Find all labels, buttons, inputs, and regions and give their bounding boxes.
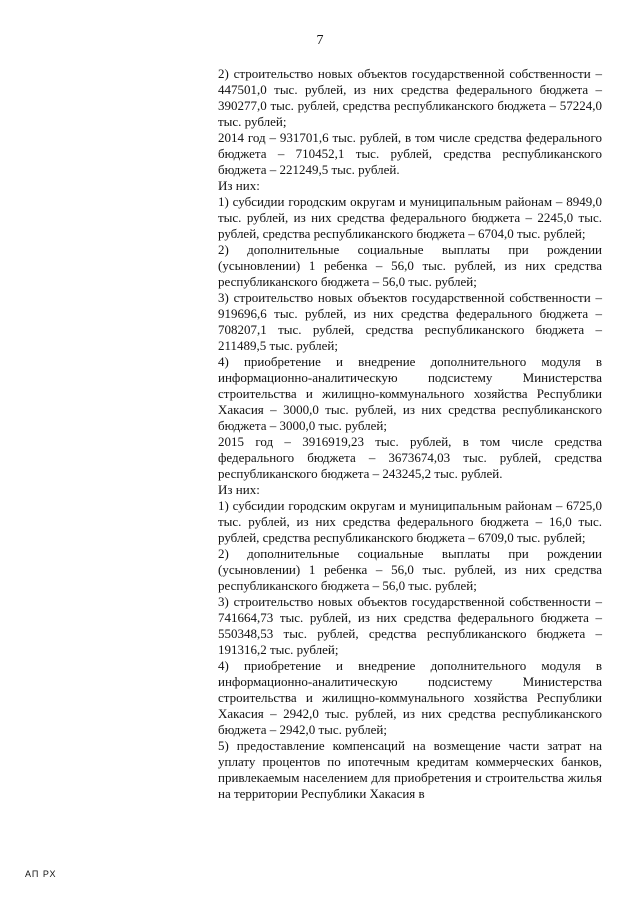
paragraph-year-2014: 2014 год – 931701,6 тыс. рублей, в том числе средства федерального бюджета – 710452,1 тыс. рублей, средства республиканского бюджета – 221249,5 тыс. рублей. [218,130,602,177]
paragraph-2014-item-2: 2) дополнительные социальные выплаты при рождении (усыновлении) 1 ребенка – 56,0 тыс. рублей, из них средства республиканского бюджета – 56,0 тыс. рублей; [218,242,602,289]
paragraph-2015-item-3: 3) строительство новых объектов государственной собственности – 741664,73 тыс. рублей, из них средства федерального бюджета – 550348,53 тыс. рублей, средства республиканского бюджета – 191316,2 тыс. рублей; [218,594,602,657]
footer-code: АП РХ [25,869,57,879]
paragraph-2014-item-4: 4) приобретение и внедрение дополнительного модуля в информационно-аналитическую подсистему Министерства строительства и жилищно-коммунального хозяйства Республики Хакасия – 3000,0 тыс. рублей, из них средства республиканского бюджета – 3000,0 тыс. рублей; [218,354,602,433]
paragraph-2014-item-1: 1) субсидии городским округам и муниципальным районам – 8949,0 тыс. рублей, из них средства федерального бюджета – 2245,0 тыс. рублей, средства республиканского бюджета – 6704,0 тыс. рублей; [218,194,602,241]
paragraph-2014-item-3: 3) строительство новых объектов государственной собственности – 919696,6 тыс. рублей, из них средства федерального бюджета – 708207,1 тыс. рублей, средства республиканского бюджета – 211489,5 тыс. рублей; [218,290,602,353]
paragraph-2015-item-2: 2) дополнительные социальные выплаты при рождении (усыновлении) 1 ребенка – 56,0 тыс. рублей, из них средства республиканского бюджета – 56,0 тыс. рублей; [218,546,602,593]
paragraph-year-2015: 2015 год – 3916919,23 тыс. рублей, в том числе средства федерального бюджета – 3673674,03 тыс. рублей, средства республиканского бюджета – 243245,2 тыс. рублей. [218,434,602,481]
paragraph-of-them-2014: Из них: [218,178,260,193]
paragraph-2015-item-1: 1) субсидии городским округам и муниципальным районам – 6725,0 тыс. рублей, из них средства федерального бюджета – 16,0 тыс. рублей, средства республиканского бюджета – 6709,0 тыс. рублей; [218,498,602,545]
paragraph-2015-item-4: 4) приобретение и внедрение дополнительного модуля в информационно-аналитическую подсистему Министерства строительства и жилищно-коммунального хозяйства Республики Хакасия – 2942,0 тыс. рублей, из них средства республиканского бюджета – 2942,0 тыс. рублей; [218,658,602,737]
paragraph-construction-2013: 2) строительство новых объектов государственной собственности – 447501,0 тыс. рублей, из них средства федерального бюджета – 390277,0 тыс. рублей, средства республиканского бюджета – 57224,0 тыс. рублей; [218,66,602,129]
page-number: 7 [316,33,324,48]
document-body [218,66,602,802]
paragraph-of-them-2015: Из них: [218,482,260,497]
paragraph-2015-item-5: 5) предоставление компенсаций на возмещение части затрат на уплату процентов по ипотечным кредитам коммерческих банков, привлекаемым населением для приобретения и строительства жилья на территории Республики Хакасия в [218,738,602,801]
